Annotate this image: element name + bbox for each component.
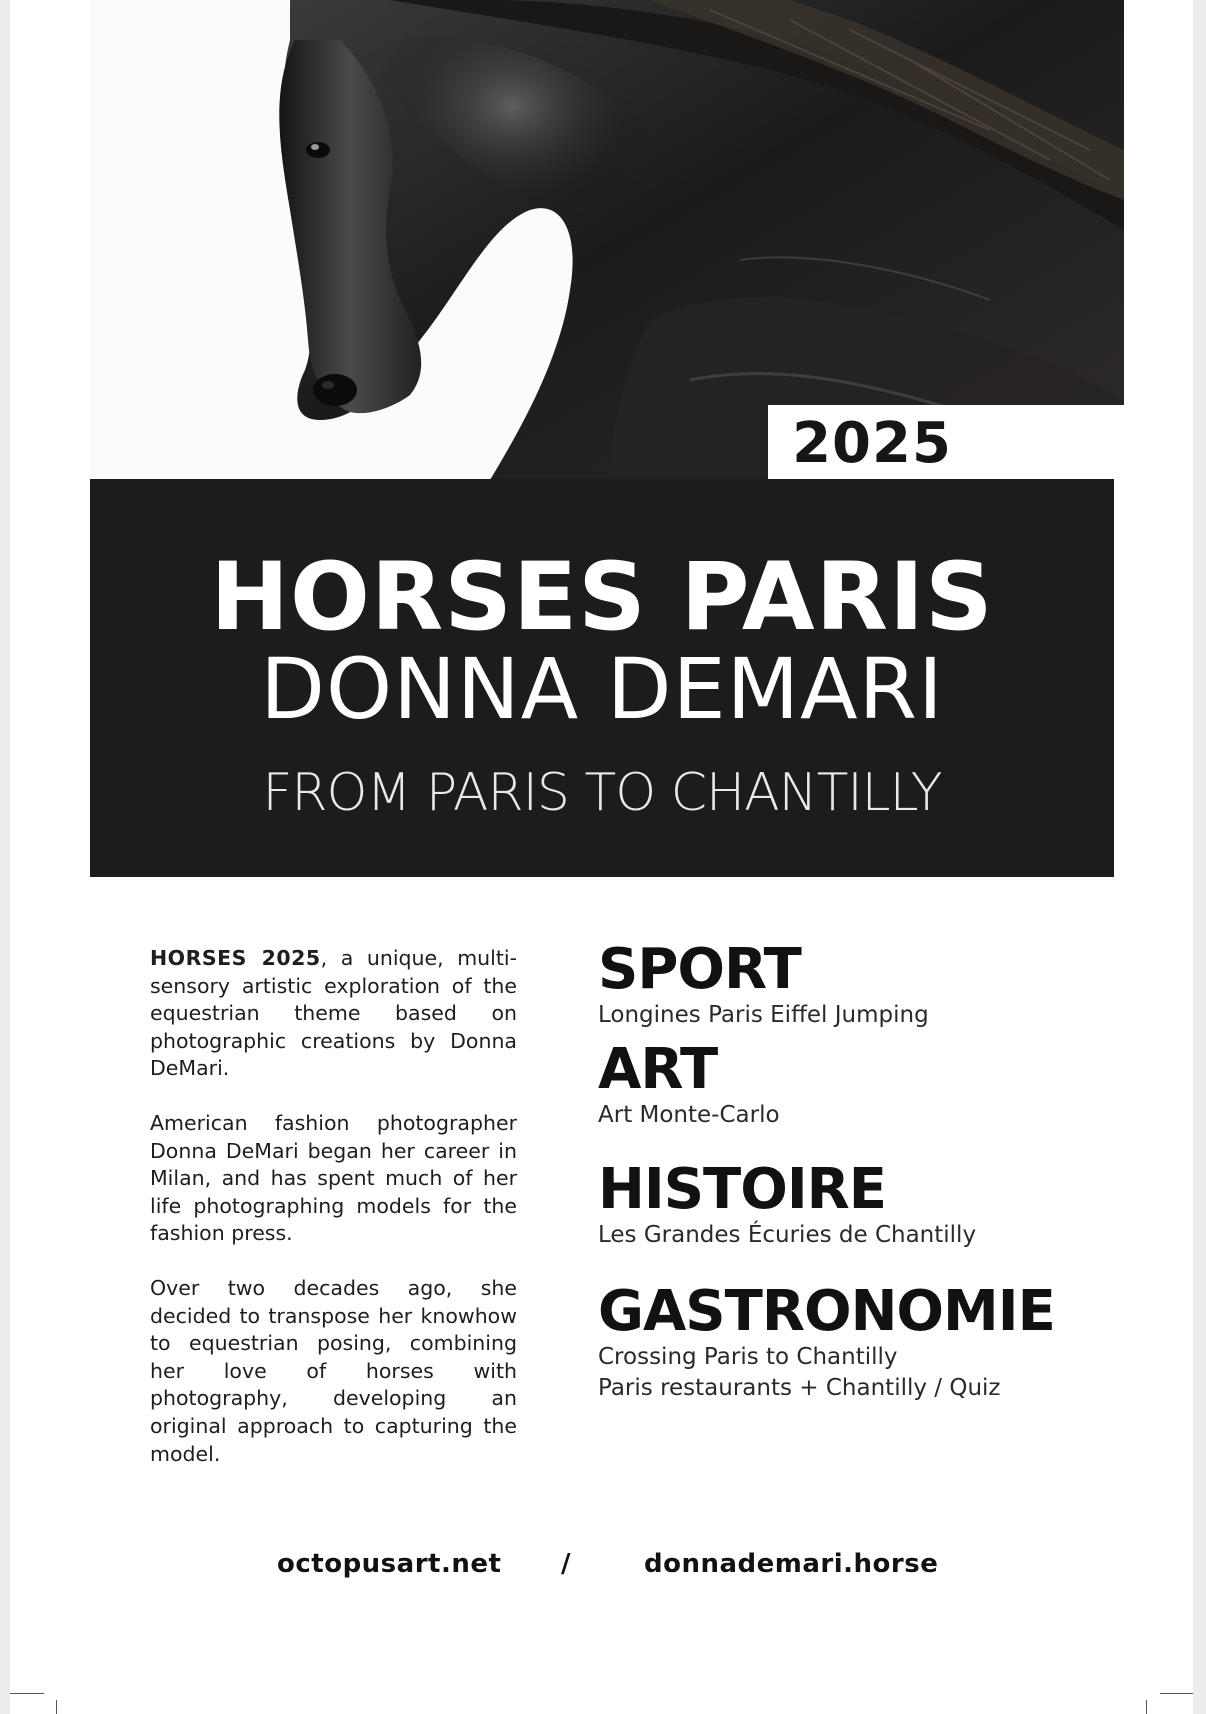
intro-lead: HORSES 2025 [150, 946, 321, 970]
category-subtitle: Paris restaurants + Chantilly / Quiz [598, 1375, 1001, 1401]
category-subtitle: Crossing Paris to Chantilly [598, 1344, 898, 1370]
octopusart-link[interactable]: octopusart.net [277, 1549, 502, 1579]
category-histoire [598, 1157, 1118, 1251]
category-subtitle: Longines Paris Eiffel Jumping [598, 1002, 929, 1028]
category-art [598, 1037, 1118, 1131]
crop-mark [1160, 1693, 1193, 1694]
intro-paragraph-3: Over two decades ago, she decided to transpose her knowhow to equestrian posing, combining her love of horses with photography, developing an original approach to capturing the model. [150, 1275, 517, 1466]
intro-text [150, 945, 517, 1495]
year-text: 2025 [792, 411, 952, 476]
category-title: SPORT [598, 937, 801, 1002]
category-sport [598, 937, 1118, 1031]
crop-mark [56, 1700, 57, 1714]
category-title: HISTOIRE [598, 1157, 887, 1222]
intro-paragraph-1-text: , a unique, multi-sensory artistic exploration of the equestrian theme based on photographic creations by Donna DeMari. [150, 946, 517, 1081]
year-badge [768, 405, 1124, 480]
footer-links [10, 1549, 1193, 1589]
crop-mark [10, 1693, 44, 1694]
category-subtitle: Les Grandes Écuries de Chantilly [598, 1222, 977, 1248]
title-band [90, 479, 1114, 877]
category-gastronomie [598, 1279, 1118, 1404]
intro-paragraph-2: American fashion photographer Donna DeMari began her career in Milan, and has spent much of her life photographing models for the fashion press. [150, 1110, 517, 1246]
crop-mark [1146, 1700, 1147, 1714]
footer-separator: / [561, 1549, 571, 1579]
event-title: HORSES PARIS [210, 543, 994, 652]
donnademari-link[interactable]: donnademari.horse [644, 1549, 939, 1579]
category-subtitle: Art Monte-Carlo [598, 1102, 780, 1128]
intro-paragraph-1 [150, 945, 517, 1083]
poster-page [10, 0, 1193, 1714]
category-title: GASTRONOMIE [598, 1279, 1055, 1344]
event-subtitle: FROM PARIS TO CHANTILLY [262, 763, 942, 823]
category-title: ART [598, 1037, 718, 1102]
artist-name: DONNA DEMARI [260, 640, 944, 738]
